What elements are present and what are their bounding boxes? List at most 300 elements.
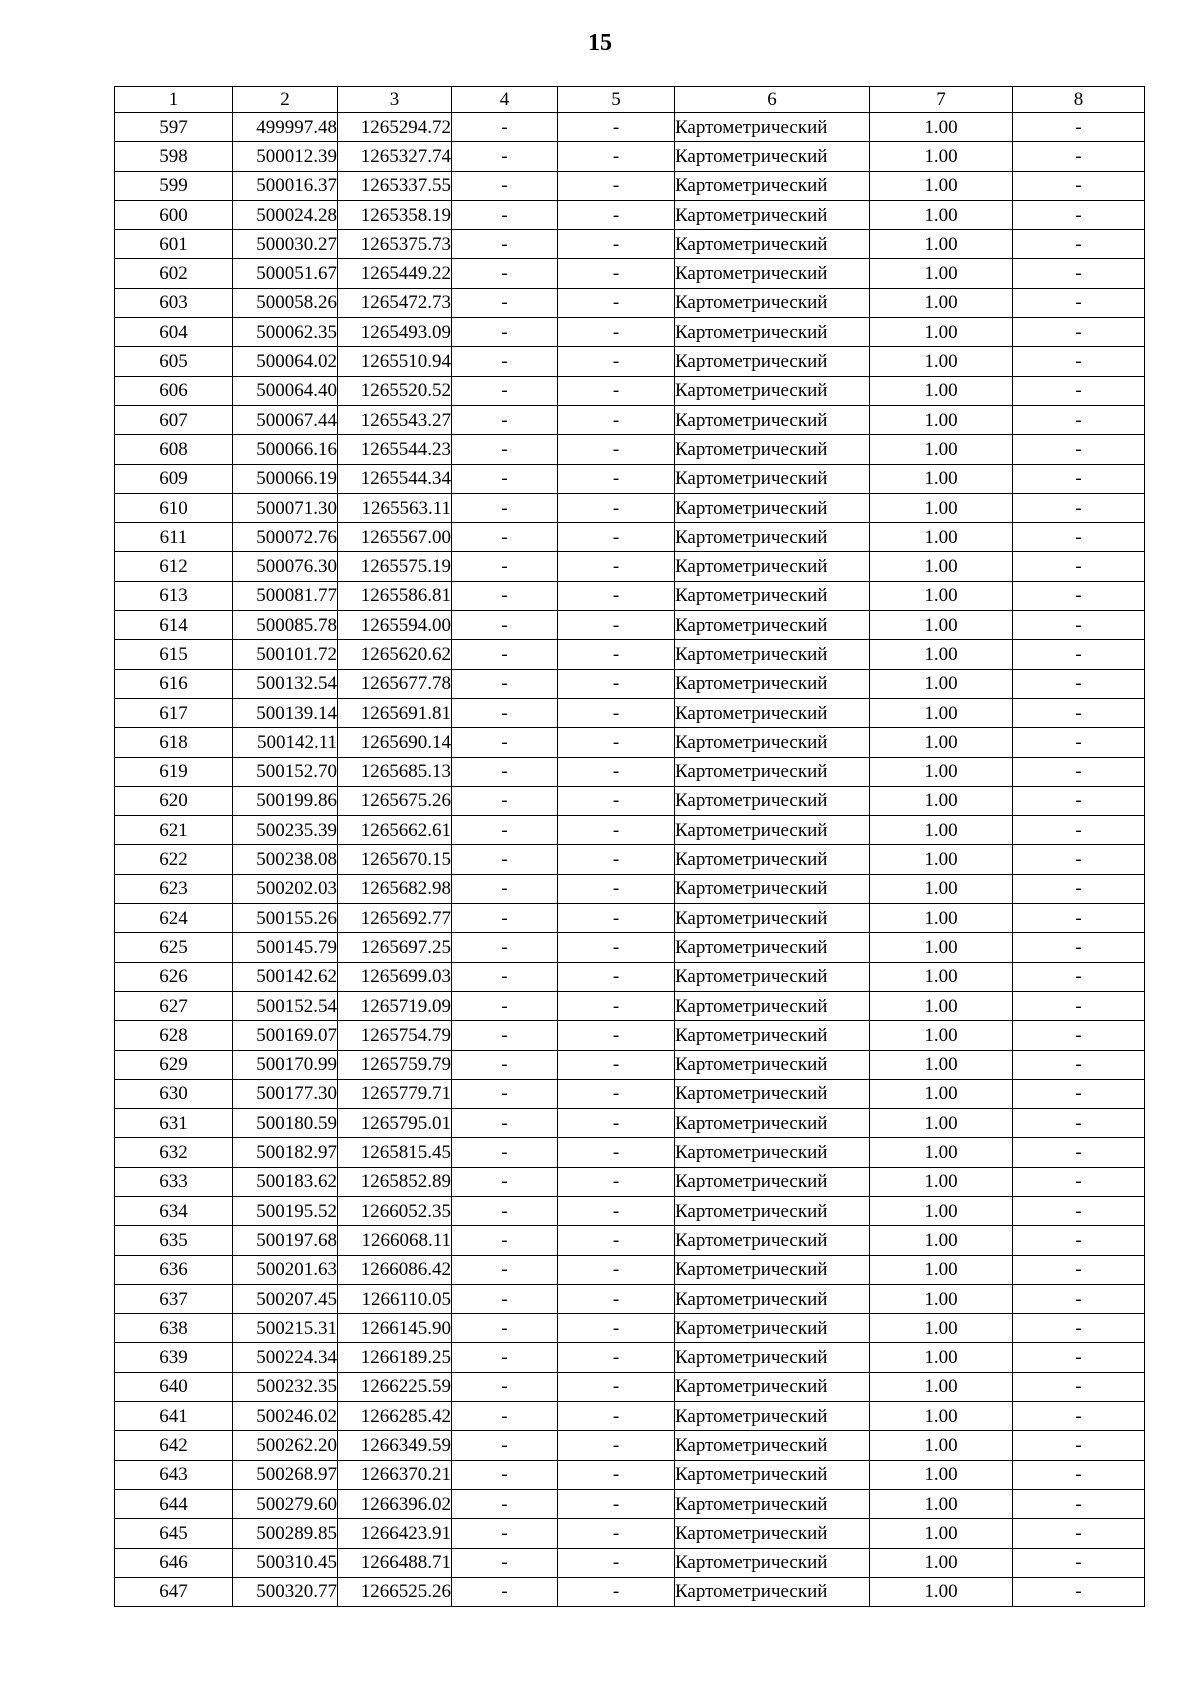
point-number-cell: 633 [115, 1167, 233, 1196]
method-cell: Картометрический [675, 200, 870, 229]
table-row [115, 1519, 1145, 1548]
x-coordinate-cell: 500067.44 [233, 405, 338, 434]
point-number-cell: 632 [115, 1138, 233, 1167]
col-5-value-cell: - [558, 1021, 675, 1050]
col-5-value-cell: - [558, 1284, 675, 1313]
point-number-cell: 604 [115, 318, 233, 347]
table-row [115, 435, 1145, 464]
x-coordinate-cell: 500310.45 [233, 1548, 338, 1577]
col-5-value-cell: - [558, 1196, 675, 1225]
col-4-value-cell: - [452, 435, 558, 464]
point-number-cell: 605 [115, 347, 233, 376]
x-coordinate-cell: 500152.70 [233, 757, 338, 786]
col-5-value-cell: - [558, 1519, 675, 1548]
col-4-value-cell: - [452, 1577, 558, 1606]
col-5-value-cell: - [558, 347, 675, 376]
col-5-value-cell: - [558, 200, 675, 229]
col-5-value-cell: - [558, 786, 675, 815]
col-5-value-cell: - [558, 376, 675, 405]
y-coordinate-cell: 1265620.62 [338, 640, 452, 669]
accuracy-cell: 1.00 [870, 464, 1013, 493]
point-number-cell: 601 [115, 230, 233, 259]
y-coordinate-cell: 1265493.09 [338, 318, 452, 347]
col-8-value-cell: - [1013, 611, 1145, 640]
y-coordinate-cell: 1265337.55 [338, 171, 452, 200]
y-coordinate-cell: 1266423.91 [338, 1519, 452, 1548]
col-4-value-cell: - [452, 464, 558, 493]
table-row [115, 1138, 1145, 1167]
col-8-value-cell: - [1013, 1255, 1145, 1284]
x-coordinate-cell: 500246.02 [233, 1402, 338, 1431]
col-4-value-cell: - [452, 171, 558, 200]
y-coordinate-cell: 1265795.01 [338, 1109, 452, 1138]
y-coordinate-cell: 1266349.59 [338, 1431, 452, 1460]
table-row [115, 1460, 1145, 1489]
col-4-value-cell: - [452, 113, 558, 142]
x-coordinate-cell: 500182.97 [233, 1138, 338, 1167]
table-row [115, 200, 1145, 229]
col-8-value-cell: - [1013, 786, 1145, 815]
point-number-cell: 642 [115, 1431, 233, 1460]
header-row [115, 87, 1145, 113]
table-row [115, 1431, 1145, 1460]
accuracy-cell: 1.00 [870, 991, 1013, 1020]
point-number-cell: 629 [115, 1050, 233, 1079]
y-coordinate-cell: 1265852.89 [338, 1167, 452, 1196]
x-coordinate-cell: 500289.85 [233, 1519, 338, 1548]
method-cell: Картометрический [675, 816, 870, 845]
col-4-value-cell: - [452, 640, 558, 669]
point-number-cell: 602 [115, 259, 233, 288]
point-number-cell: 638 [115, 1314, 233, 1343]
y-coordinate-cell: 1266488.71 [338, 1548, 452, 1577]
x-coordinate-cell: 500197.68 [233, 1226, 338, 1255]
x-coordinate-cell: 500169.07 [233, 1021, 338, 1050]
method-cell: Картометрический [675, 1167, 870, 1196]
col-4-value-cell: - [452, 1548, 558, 1577]
y-coordinate-cell: 1265510.94 [338, 347, 452, 376]
x-coordinate-cell: 500016.37 [233, 171, 338, 200]
col-4-value-cell: - [452, 288, 558, 317]
col-8-value-cell: - [1013, 1431, 1145, 1460]
col-5-value-cell: - [558, 493, 675, 522]
col-4-value-cell: - [452, 1109, 558, 1138]
col-8-value-cell: - [1013, 1226, 1145, 1255]
col-5-value-cell: - [558, 845, 675, 874]
x-coordinate-cell: 500279.60 [233, 1489, 338, 1518]
col-4-value-cell: - [452, 933, 558, 962]
col-5-value-cell: - [558, 405, 675, 434]
y-coordinate-cell: 1265575.19 [338, 552, 452, 581]
accuracy-cell: 1.00 [870, 493, 1013, 522]
column-header-6: 6 [675, 87, 870, 113]
col-5-value-cell: - [558, 142, 675, 171]
col-5-value-cell: - [558, 611, 675, 640]
col-4-value-cell: - [452, 728, 558, 757]
col-5-value-cell: - [558, 230, 675, 259]
table-row [115, 1021, 1145, 1050]
column-header-8: 8 [1013, 87, 1145, 113]
table-row [115, 1314, 1145, 1343]
col-5-value-cell: - [558, 904, 675, 933]
y-coordinate-cell: 1265358.19 [338, 200, 452, 229]
col-8-value-cell: - [1013, 347, 1145, 376]
y-coordinate-cell: 1265754.79 [338, 1021, 452, 1050]
col-5-value-cell: - [558, 523, 675, 552]
x-coordinate-cell: 500030.27 [233, 230, 338, 259]
method-cell: Картометрический [675, 904, 870, 933]
method-cell: Картометрический [675, 552, 870, 581]
x-coordinate-cell: 500024.28 [233, 200, 338, 229]
x-coordinate-cell: 500262.20 [233, 1431, 338, 1460]
table-row [115, 1489, 1145, 1518]
y-coordinate-cell: 1265327.74 [338, 142, 452, 171]
page-number: 15 [588, 30, 612, 56]
point-number-cell: 644 [115, 1489, 233, 1518]
col-4-value-cell: - [452, 991, 558, 1020]
col-5-value-cell: - [558, 581, 675, 610]
accuracy-cell: 1.00 [870, 1548, 1013, 1577]
col-8-value-cell: - [1013, 259, 1145, 288]
y-coordinate-cell: 1265685.13 [338, 757, 452, 786]
y-coordinate-cell: 1266110.05 [338, 1284, 452, 1313]
table-header [115, 87, 1145, 113]
accuracy-cell: 1.00 [870, 142, 1013, 171]
col-5-value-cell: - [558, 318, 675, 347]
point-number-cell: 616 [115, 669, 233, 698]
y-coordinate-cell: 1266086.42 [338, 1255, 452, 1284]
table-row [115, 1196, 1145, 1225]
x-coordinate-cell: 500142.11 [233, 728, 338, 757]
accuracy-cell: 1.00 [870, 1138, 1013, 1167]
table-row [115, 1226, 1145, 1255]
col-8-value-cell: - [1013, 171, 1145, 200]
method-cell: Картометрический [675, 611, 870, 640]
x-coordinate-cell: 500201.63 [233, 1255, 338, 1284]
method-cell: Картометрический [675, 728, 870, 757]
method-cell: Картометрический [675, 1577, 870, 1606]
col-4-value-cell: - [452, 1079, 558, 1108]
col-8-value-cell: - [1013, 405, 1145, 434]
x-coordinate-cell: 500145.79 [233, 933, 338, 962]
col-8-value-cell: - [1013, 435, 1145, 464]
method-cell: Картометрический [675, 962, 870, 991]
col-8-value-cell: - [1013, 230, 1145, 259]
method-cell: Картометрический [675, 464, 870, 493]
point-number-cell: 608 [115, 435, 233, 464]
accuracy-cell: 1.00 [870, 376, 1013, 405]
y-coordinate-cell: 1265472.73 [338, 288, 452, 317]
col-4-value-cell: - [452, 669, 558, 698]
table-row [115, 113, 1145, 142]
method-cell: Картометрический [675, 874, 870, 903]
col-5-value-cell: - [558, 288, 675, 317]
method-cell: Картометрический [675, 1343, 870, 1372]
method-cell: Картометрический [675, 288, 870, 317]
point-number-cell: 610 [115, 493, 233, 522]
x-coordinate-cell: 500076.30 [233, 552, 338, 581]
point-number-cell: 646 [115, 1548, 233, 1577]
col-8-value-cell: - [1013, 845, 1145, 874]
col-5-value-cell: - [558, 1167, 675, 1196]
y-coordinate-cell: 1265544.23 [338, 435, 452, 464]
point-number-cell: 637 [115, 1284, 233, 1313]
table-row [115, 728, 1145, 757]
point-number-cell: 607 [115, 405, 233, 434]
col-8-value-cell: - [1013, 1343, 1145, 1372]
method-cell: Картометрический [675, 1109, 870, 1138]
table-row [115, 816, 1145, 845]
column-header-7: 7 [870, 87, 1013, 113]
column-header-3: 3 [338, 87, 452, 113]
y-coordinate-cell: 1265586.81 [338, 581, 452, 610]
table-row [115, 405, 1145, 434]
y-coordinate-cell: 1265677.78 [338, 669, 452, 698]
accuracy-cell: 1.00 [870, 640, 1013, 669]
table-row [115, 1284, 1145, 1313]
method-cell: Картометрический [675, 435, 870, 464]
method-cell: Картометрический [675, 347, 870, 376]
col-8-value-cell: - [1013, 464, 1145, 493]
col-8-value-cell: - [1013, 523, 1145, 552]
accuracy-cell: 1.00 [870, 611, 1013, 640]
table-row [115, 142, 1145, 171]
point-number-cell: 628 [115, 1021, 233, 1050]
point-number-cell: 645 [115, 1519, 233, 1548]
col-5-value-cell: - [558, 1460, 675, 1489]
x-coordinate-cell: 500101.72 [233, 640, 338, 669]
col-8-value-cell: - [1013, 757, 1145, 786]
col-4-value-cell: - [452, 552, 558, 581]
col-8-value-cell: - [1013, 1402, 1145, 1431]
method-cell: Картометрический [675, 1402, 870, 1431]
accuracy-cell: 1.00 [870, 1079, 1013, 1108]
accuracy-cell: 1.00 [870, 230, 1013, 259]
point-number-cell: 635 [115, 1226, 233, 1255]
point-number-cell: 611 [115, 523, 233, 552]
method-cell: Картометрический [675, 523, 870, 552]
point-number-cell: 609 [115, 464, 233, 493]
method-cell: Картометрический [675, 1372, 870, 1401]
y-coordinate-cell: 1265682.98 [338, 874, 452, 903]
col-4-value-cell: - [452, 786, 558, 815]
y-coordinate-cell: 1265520.52 [338, 376, 452, 405]
method-cell: Картометрический [675, 1255, 870, 1284]
col-4-value-cell: - [452, 347, 558, 376]
col-8-value-cell: - [1013, 1460, 1145, 1489]
accuracy-cell: 1.00 [870, 581, 1013, 610]
y-coordinate-cell: 1266285.42 [338, 1402, 452, 1431]
accuracy-cell: 1.00 [870, 435, 1013, 464]
col-8-value-cell: - [1013, 318, 1145, 347]
accuracy-cell: 1.00 [870, 845, 1013, 874]
col-8-value-cell: - [1013, 552, 1145, 581]
accuracy-cell: 1.00 [870, 1167, 1013, 1196]
method-cell: Картометрический [675, 142, 870, 171]
col-5-value-cell: - [558, 1226, 675, 1255]
col-8-value-cell: - [1013, 874, 1145, 903]
method-cell: Картометрический [675, 581, 870, 610]
col-4-value-cell: - [452, 1255, 558, 1284]
table-row [115, 493, 1145, 522]
x-coordinate-cell: 500072.76 [233, 523, 338, 552]
point-number-cell: 624 [115, 904, 233, 933]
y-coordinate-cell: 1266068.11 [338, 1226, 452, 1255]
accuracy-cell: 1.00 [870, 874, 1013, 903]
point-number-cell: 641 [115, 1402, 233, 1431]
y-coordinate-cell: 1265691.81 [338, 698, 452, 727]
x-coordinate-cell: 500012.39 [233, 142, 338, 171]
col-5-value-cell: - [558, 757, 675, 786]
col-8-value-cell: - [1013, 816, 1145, 845]
method-cell: Картометрический [675, 493, 870, 522]
col-8-value-cell: - [1013, 142, 1145, 171]
table-row [115, 376, 1145, 405]
col-4-value-cell: - [452, 523, 558, 552]
y-coordinate-cell: 1265543.27 [338, 405, 452, 434]
x-coordinate-cell: 500199.86 [233, 786, 338, 815]
col-8-value-cell: - [1013, 1167, 1145, 1196]
col-5-value-cell: - [558, 1050, 675, 1079]
col-5-value-cell: - [558, 1343, 675, 1372]
point-number-cell: 622 [115, 845, 233, 874]
col-8-value-cell: - [1013, 113, 1145, 142]
col-8-value-cell: - [1013, 288, 1145, 317]
col-5-value-cell: - [558, 1314, 675, 1343]
accuracy-cell: 1.00 [870, 259, 1013, 288]
x-coordinate-cell: 500202.03 [233, 874, 338, 903]
col-5-value-cell: - [558, 1255, 675, 1284]
accuracy-cell: 1.00 [870, 904, 1013, 933]
col-5-value-cell: - [558, 1138, 675, 1167]
point-number-cell: 631 [115, 1109, 233, 1138]
col-5-value-cell: - [558, 669, 675, 698]
col-8-value-cell: - [1013, 1138, 1145, 1167]
col-4-value-cell: - [452, 1021, 558, 1050]
point-number-cell: 603 [115, 288, 233, 317]
table-row [115, 669, 1145, 698]
table-row [115, 1577, 1145, 1606]
accuracy-cell: 1.00 [870, 523, 1013, 552]
table-row [115, 640, 1145, 669]
x-coordinate-cell: 500139.14 [233, 698, 338, 727]
method-cell: Картометрический [675, 1079, 870, 1108]
col-4-value-cell: - [452, 259, 558, 288]
col-4-value-cell: - [452, 904, 558, 933]
point-number-cell: 612 [115, 552, 233, 581]
y-coordinate-cell: 1265697.25 [338, 933, 452, 962]
method-cell: Картометрический [675, 1314, 870, 1343]
col-8-value-cell: - [1013, 493, 1145, 522]
x-coordinate-cell: 500066.19 [233, 464, 338, 493]
col-4-value-cell: - [452, 1460, 558, 1489]
coordinates-table [114, 86, 1145, 1607]
col-8-value-cell: - [1013, 640, 1145, 669]
table-row [115, 230, 1145, 259]
col-8-value-cell: - [1013, 698, 1145, 727]
y-coordinate-cell: 1265594.00 [338, 611, 452, 640]
col-5-value-cell: - [558, 874, 675, 903]
table-row [115, 1402, 1145, 1431]
x-coordinate-cell: 500064.02 [233, 347, 338, 376]
col-4-value-cell: - [452, 1489, 558, 1518]
point-number-cell: 625 [115, 933, 233, 962]
col-4-value-cell: - [452, 1138, 558, 1167]
point-number-cell: 636 [115, 1255, 233, 1284]
col-4-value-cell: - [452, 698, 558, 727]
x-coordinate-cell: 500232.35 [233, 1372, 338, 1401]
col-5-value-cell: - [558, 1372, 675, 1401]
col-8-value-cell: - [1013, 904, 1145, 933]
point-number-cell: 640 [115, 1372, 233, 1401]
col-5-value-cell: - [558, 1548, 675, 1577]
method-cell: Картометрический [675, 669, 870, 698]
col-5-value-cell: - [558, 552, 675, 581]
point-number-cell: 606 [115, 376, 233, 405]
accuracy-cell: 1.00 [870, 318, 1013, 347]
col-5-value-cell: - [558, 1079, 675, 1108]
y-coordinate-cell: 1265690.14 [338, 728, 452, 757]
col-4-value-cell: - [452, 845, 558, 874]
accuracy-cell: 1.00 [870, 757, 1013, 786]
col-5-value-cell: - [558, 464, 675, 493]
col-4-value-cell: - [452, 581, 558, 610]
accuracy-cell: 1.00 [870, 1343, 1013, 1372]
table-row [115, 1343, 1145, 1372]
x-coordinate-cell: 500207.45 [233, 1284, 338, 1313]
x-coordinate-cell: 500071.30 [233, 493, 338, 522]
col-4-value-cell: - [452, 1519, 558, 1548]
method-cell: Картометрический [675, 1460, 870, 1489]
x-coordinate-cell: 500066.16 [233, 435, 338, 464]
x-coordinate-cell: 500051.67 [233, 259, 338, 288]
table-row [115, 1548, 1145, 1577]
col-8-value-cell: - [1013, 933, 1145, 962]
table-row [115, 991, 1145, 1020]
col-8-value-cell: - [1013, 376, 1145, 405]
accuracy-cell: 1.00 [870, 1314, 1013, 1343]
column-header-5: 5 [558, 87, 675, 113]
accuracy-cell: 1.00 [870, 1226, 1013, 1255]
col-8-value-cell: - [1013, 1079, 1145, 1108]
table-row [115, 1050, 1145, 1079]
col-5-value-cell: - [558, 171, 675, 200]
accuracy-cell: 1.00 [870, 288, 1013, 317]
table-row [115, 259, 1145, 288]
point-number-cell: 615 [115, 640, 233, 669]
x-coordinate-cell: 500195.52 [233, 1196, 338, 1225]
method-cell: Картометрический [675, 991, 870, 1020]
y-coordinate-cell: 1266525.26 [338, 1577, 452, 1606]
col-8-value-cell: - [1013, 581, 1145, 610]
table-row [115, 757, 1145, 786]
col-4-value-cell: - [452, 1167, 558, 1196]
col-4-value-cell: - [452, 200, 558, 229]
col-4-value-cell: - [452, 1343, 558, 1372]
column-header-4: 4 [452, 87, 558, 113]
method-cell: Картометрический [675, 230, 870, 259]
table-row [115, 523, 1145, 552]
accuracy-cell: 1.00 [870, 1284, 1013, 1313]
x-coordinate-cell: 500085.78 [233, 611, 338, 640]
accuracy-cell: 1.00 [870, 1402, 1013, 1431]
accuracy-cell: 1.00 [870, 962, 1013, 991]
col-4-value-cell: - [452, 874, 558, 903]
col-5-value-cell: - [558, 113, 675, 142]
col-4-value-cell: - [452, 816, 558, 845]
y-coordinate-cell: 1266396.02 [338, 1489, 452, 1518]
point-number-cell: 643 [115, 1460, 233, 1489]
